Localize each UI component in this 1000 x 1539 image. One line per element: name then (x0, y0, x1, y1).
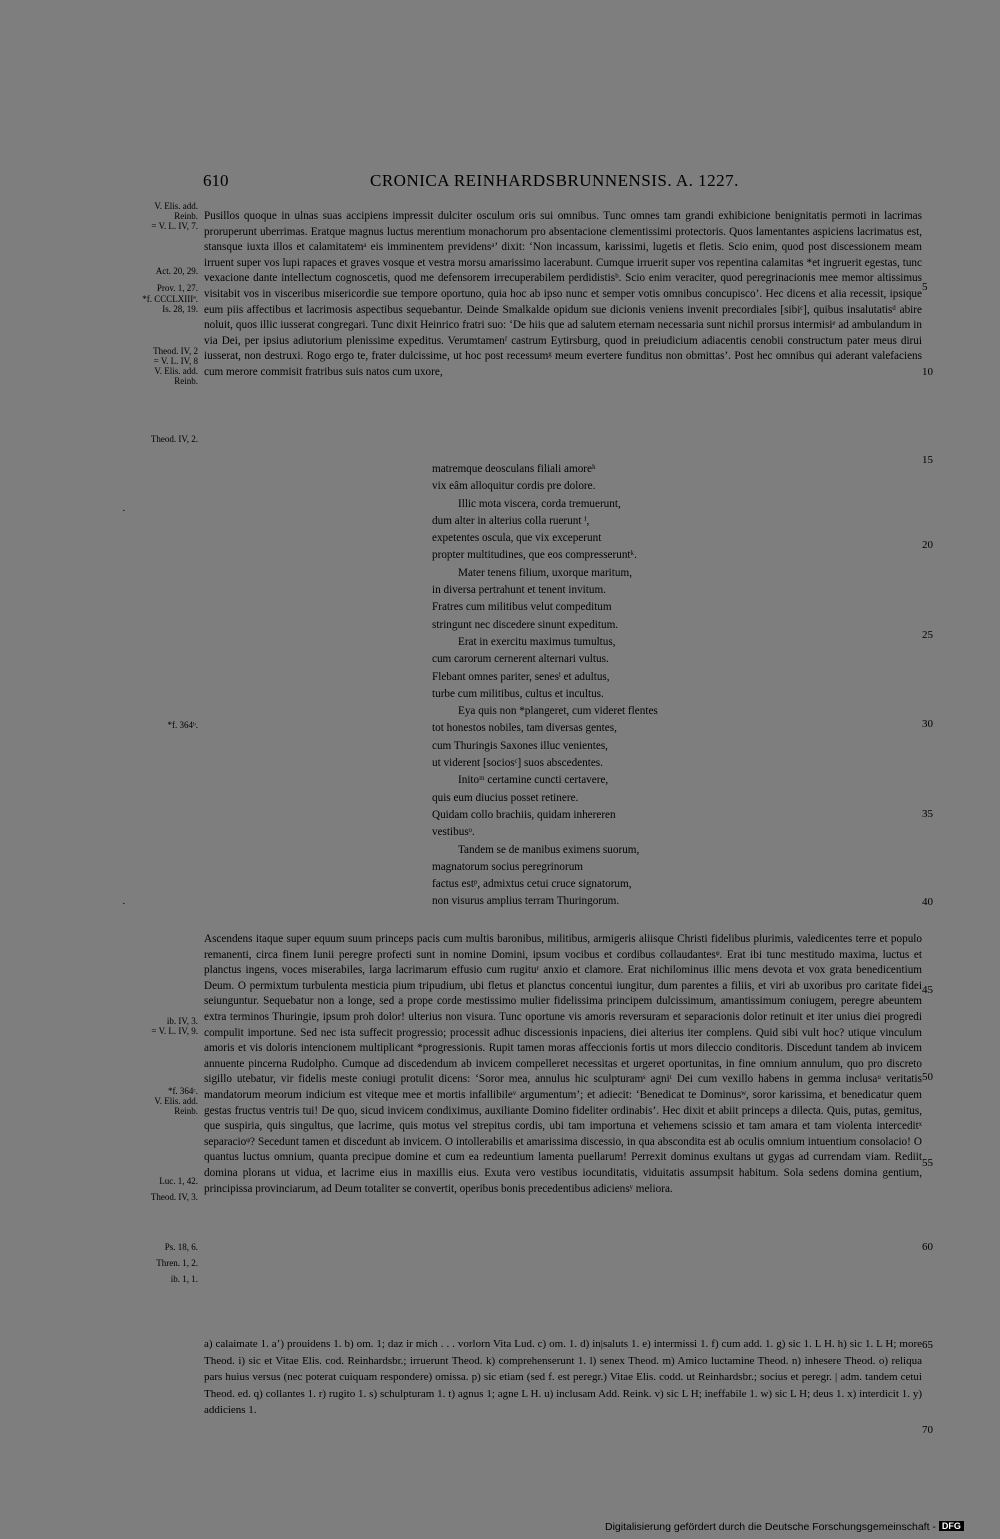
footer-text: Digitalisierung gefördert durch die Deutsche Forschungsgemeinschaft - (605, 1521, 936, 1533)
margin-mark: · (122, 898, 126, 910)
line-number: 15 (922, 454, 933, 466)
verse-line: Initoᵐ certamine cuncti certavere, (458, 774, 609, 787)
verse-line: vestibusᵒ. (432, 826, 475, 839)
digitization-footer (605, 1521, 964, 1535)
line-number: 40 (922, 896, 933, 908)
margin-ref: Theod. IV, 2 = V. L. IV, 8 V. Elis. add. Reinb. (153, 346, 198, 386)
dfg-logo: DFG (939, 1521, 964, 1531)
verse-line: ut viderent [sociosᶜ] suos abscedentes. (432, 757, 603, 770)
line-number: 5 (922, 281, 928, 293)
footnotes: a) calaimate 1. a’) prouidens 1. b) om. 1; daz ir mich . . . vorlorn Vita Lud. c) om. 1. d) in|saluts 1. e) intermissi 1. f) cum add. 1. g) sic 1. L H. h) sic 1. L H; more Theod. i) sic et Vitae Elis. cod. Reinhardsbr.; irruerunt Theod. k) comprehenserunt 1. l) senex Theod. m) Amico luctamine Theod. n) inhesere Theod. o) reliqua pars huius versus (nec poterat cuiquam respondere) omissa. p) sic etiam (sed f. est peregr.) Vitae Elis. codd. ut Reinhardsbr.; socius et peregr. | adm. tandem cetui Theod. ed. q) collantes 1. r) rugito 1. s) schulpturam 1. t) agnus 1; agne L H. u) inclusam Add. Reink. v) sic L H; ineffabile 1. w) sic L H; deus 1. x) interdicit 1. y) addiciens 1. (204, 1338, 922, 1416)
page-header (200, 171, 760, 195)
verse-line: tot honestos nobiles, tam diversas gentes, (432, 722, 617, 735)
verse-line: cum carorum cernerent alternari vultus. (432, 653, 609, 666)
verse-line: vix eâm alloquitur cordis pre dolore. (432, 480, 596, 493)
page-number: 610 (203, 171, 229, 190)
verse-line: expetentes oscula, que vix exceperunt (432, 532, 602, 545)
margin-ref: ib. 1, 1. (170, 1274, 198, 1284)
verse-line: Flebant omnes pariter, senesˡ et adultus, (432, 670, 610, 683)
verse-line: matremque deosculans filiali amoreʰ (432, 463, 596, 475)
line-number: 35 (922, 808, 933, 820)
paragraph: Pusillos quoque in ulnas suas accipiens impressit dulciter osculum oris sui omnibus. Tunc omnes tam grandi exhibicione benignitatis permoti in lacrimas proruperunt uberrimas. Eratque magnus luctus merentium monachorum pro absentacione clementissimi protectoris. Quos lamentantes aspiciens lacrimatus est, stansque iuxta illos et calamitatemᵃ eis imminentem previdensᵃ’ dixit: ‘Non incassum, karissimi, lugetis et fletis. Scio enim, quod post discessionem meam irruent super vos lupi rapaces et graves vosque et vestra morsu amarissimo lacerabunt. Cumque irruerit super vos repentina calamitas *et ingruerit egestas, tunc vexacione dante intellectum cognoscetis, quod me defensorem irrecuperabilem perdidistisᵇ. Scio enim veraciter, quod peregrinacionis mee memor altissimus visitabit vos in visceribus misericordie sue tempore oportuno, quia hoc ab ipso nunc et semper votis omnibus concupisco’. Hec dicens et alia recessit, ipsique eum piis affectibus et lacrimosis aspectibus sequebantur. Deinde Smalkalde opidum sue dicionis veniens invenit precordiales [sibiᶜ], quibus insalutatisᵈ abire noluit, quos illic iusserat congregari. Tunc dixit Heinrico fratri suo: ‘De hiis que ad salutem eternam necessaria sunt nichil prorsus intermisiᵉ ad ambulandum in via Dei, per ipsius adiutorium plenissime expeditus. Verumtamenᶠ castrum Eytirsburg, quod in preiudicium adiacentis cenobii constructum pater meus dirui iusserat, non destruxi. Rogo ergo te, frater dulcissime, ut hoc post recessumᵍ meum evertere funditus non obmittas’. Post hec omnibus qui aderant valefaciens cum merore commisit fratribus suis natos cum uxore, (204, 210, 922, 378)
verse-line: Illic mota viscera, corda tremuerunt, (458, 497, 621, 510)
running-title: CRONICA REINHARDSBRUNNENSIS. A. 1227. (370, 171, 739, 190)
margin-ref: ib. IV, 3. = V. L. IV, 9. (151, 1016, 198, 1036)
margin-ref: Luc. 1, 42. (159, 1176, 198, 1186)
line-number: 20 (922, 539, 933, 551)
margin-ref: *f. 364ᵇ. (167, 720, 198, 730)
body-text-top (204, 209, 922, 381)
verse-line: Eya quis non *plangeret, cum videret flentes (458, 705, 658, 718)
margin-ref: Thren. 1, 2. (156, 1258, 198, 1268)
line-number: 45 (922, 984, 933, 996)
margin-ref: V. Elis. add. Reinb. = V. L. IV, 7. (151, 201, 198, 231)
margin-ref: *f. 364ᶜ. V. Elis. add. Reinb. (154, 1086, 198, 1116)
margin-mark: · (122, 505, 126, 517)
verse-line: factus estᵖ, admixtus cetui cruce signatorum, (432, 878, 632, 891)
margin-ref: Theod. IV, 2. (150, 434, 198, 444)
verse-line: propter multitudines, que eos compresseruntᵏ. (432, 549, 637, 562)
verse-line: Quidam collo brachiis, quidam inhereren (432, 808, 616, 821)
verse-line: Erat in exercitu maximus tumultus, (458, 635, 616, 648)
line-number: 30 (922, 718, 933, 730)
line-number: 55 (922, 1157, 933, 1169)
line-number: 25 (922, 629, 933, 641)
line-number: 50 (922, 1071, 933, 1083)
verse-line: stringunt nec discedere sinunt expeditum. (432, 618, 619, 631)
verse-line: cum Thuringis Saxones illuc venientes, (432, 739, 608, 752)
margin-ref: Ps. 18, 6. (164, 1242, 198, 1252)
line-number: 60 (922, 1241, 933, 1253)
verse-line: magnatorum socius peregrinorum (432, 860, 583, 873)
margin-ref: Prov. 1, 27. (156, 283, 198, 293)
line-number: 10 (922, 366, 933, 378)
verse-block (432, 461, 732, 911)
verse-line: Tandem se de manibus eximens suorum, (458, 843, 640, 856)
line-number: 65 (922, 1339, 933, 1351)
paragraph: Ascendens itaque super equum suum princeps pacis cum multis baronibus, militibus, armigeris aliisque Christi fidelibus plurimis, valedicentes terre et populo remanenti, circa finem Iunii peregre profecti sunt in nomine Domini, ipsum vocibus et cordibus collaudantesᵠ. Erat ibi tunc mestitudo maxima, luctus et planctus ingens, voces miserabiles, larga lacrimarum effusio cum rugituʳ anxio et clamore. Erat nichilominus illic mens devota et vox grata benedicentium Deum. O permixtum turbulenta mesticia pium tripudium, ubi fletus et planctus concentui iungitur, dum parentes a filiis, et viri ab uxoribus pro caritate fidei seiunguntur. Sequebatur non a longe, sed a prope corde mestissimo mulier fidelissima principem dulcissimum, amantissimum coniugem, peregre abeuntem extra terminos Thuringie, ipsum proh dolor! ulterius non visura. Tunc oportune vis amoris reversuram et separacionis dolor retinuit et iter unius diei progredi compulit importune. Sed nec ista suffecit progressio; processit adhuc discessionis inpaciens, diei alterius iter complens. Quid sibi vult hoc? utique vinculum amoris et vis doloris intencionem multiplicant *progressionis. Rupit tamen moras affeccionis fortis ut mors dileccio conditoris. Discedunt tandem ab invicem annuente pincerna Rudolpho. Cumque ad discedendum ab invicem compelleret necessitas et urgeret oportunitas, in fine omnium annulum, quo pro discreto sigillo utebatur, vir fidelis meste coniugi protulit dicens: ‘Soror mea, annulus hic sculpturamˢ agniᵗ Dei cum vexillo habens in gemma inclusaᵘ veritatis mandatorum meorum indicium est viteque mee et mortis infallibileᵛ argumentum’; et adiecit: ‘Benedicat te Dominusʷ, soror karissima, et benedicatur quem gestas fructus ventris tui! De quo, sicud invicem condiximus, auxiliante Domino fideliter ordinabis’. Hec dixit et abiit princeps a dilecta. Quis, putas, gemitus, que suspiria, quis singultus, que lacrime, quis motus vel strepitus cordis, ubi tam importuna et vehemens scissio et tam amara et tam violenta interceditˣ separacioᵠ? Secedunt tamen et discedunt ab invicem. O intollerabilis et amarissima discessio, in qua abscondita est ab oculis omnium intuentium consolacio! O quantus luctus omnium, quanta precipue domine et cum ea redeuntium lamenta puellarum! Perrexit dominus exultans ut gygas ad currendam viam. Rediit domina plorans ut vidua, et lacrime eius in maxillis eius. Exuta vero vestibus iocunditatis, viduitatis assumpsit habitum. Sola sedens domina gentium, principissa provinciarum, ad Deum totaliter se convertit, operibus bonis precedentibus adiciensʸ meliora. (204, 933, 922, 1195)
verse-line: non visurus amplius terram Thuringorum. (432, 895, 620, 908)
verse-line: Mater tenens filium, uxorque maritum, (458, 566, 632, 579)
verse-line: in diversa pertrahunt et tenent invitum. (432, 584, 606, 597)
margin-ref: Act. 20, 29. (155, 266, 198, 276)
line-number: 70 (922, 1424, 933, 1436)
verse-line: dum alter in alterius colla ruerunt ⁱ, (432, 514, 590, 527)
margin-ref: *f. CCCLXIIIª. Is. 28, 19. (142, 294, 198, 314)
verse-line: Fratres cum militibus velut compeditum (432, 601, 612, 614)
margin-ref: Theod. IV, 3. (150, 1192, 198, 1202)
body-text-bottom (204, 932, 922, 1197)
verse-line: turbe cum militibus, cultus et incultus. (432, 687, 604, 700)
verse-line: quis eum diucius posset retinere. (432, 791, 579, 804)
